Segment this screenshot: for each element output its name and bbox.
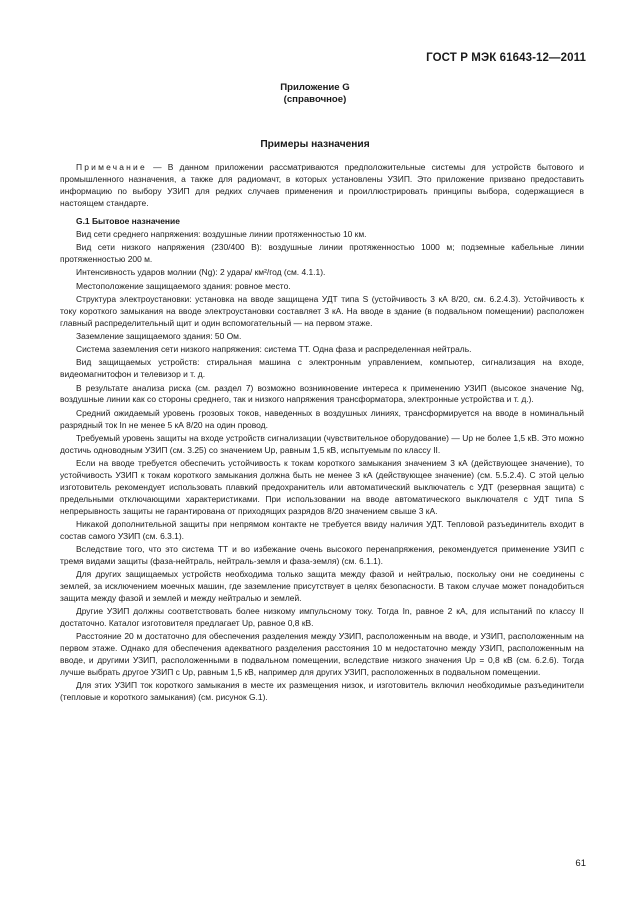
appendix-title: Приложение G — [280, 82, 350, 93]
subsection-heading: G.1 Бытовое назначение — [76, 215, 180, 226]
paragraph: Заземление защищаемого здания: 50 Ом. — [76, 330, 242, 341]
paragraph: Вследствие того, что это система ТТ и во избежание очень высокого перенапряжения, рекомендуется применение УЗИП с тремя видами защиты (фаза-нейтраль, нейтраль-земля и фаза-земля) (см. 6.1.1). — [60, 544, 584, 566]
paragraph: Система заземления сети низкого напряжения: система ТТ. Одна фаза и распределенная нейтраль. — [76, 344, 472, 355]
page-number: 61 — [575, 858, 586, 869]
paragraph: Другие УЗИП должны соответствовать более низкому импульсному току. Тогда In, равное 2 кА, для испытаний по классу II достаточно. Каталог изготовителя предлагает Up, равное 0,8 кВ. — [60, 606, 584, 629]
paragraph: В результате анализа риска (см. раздел 7) возможно возникновение интереса к применению УЗИП (высокое значение Ng, воздушные линии как со стороны среднего, так и низкого напряжения трансформатора, электронные устройства и т. д.). — [60, 382, 584, 405]
appendix-subtitle: (справочное) — [283, 93, 347, 105]
note-paragraph — [60, 162, 584, 210]
paragraph: Вид сети среднего напряжения: воздушные линии протяженностью 10 км. — [76, 228, 367, 239]
paragraph: Требуемый уровень защиты на входе устройств сигнализации (чувствительное оборудование) — Up не более 1,5 кВ. Это можно достичь одноводным УЗИП (см. 3.25) со значением Up, равным 1,5 кВ, испытуемым по классу II. — [60, 432, 584, 455]
paragraph: Средний ожидаемый уровень грозовых токов, наведенных в воздушных линиях, трансформируется на вводе в номинальный разрядный ток In не менее 5 кА 8/20 на один провод. — [60, 407, 584, 430]
body-text — [60, 162, 584, 706]
paragraph: Расстояние 20 м достаточно для обеспечения разделения между УЗИП, расположенным на вводе, и УЗИП, расположенным на первом этаже. Однако для обеспечения адекватного разделения расстояния 10 м недостаточно между УЗИП, расположенным на вводе, и другими УЗИП, расположенными в подвальном помещении, вследствие низкого значения Up = 0,8 кВ (см. 6.2.6). Тогда лучше выбрать другое УЗИП с Up, равным 1,5 кВ, например для других УЗИП, расположенных в подвальном помещении. — [60, 631, 584, 678]
paragraph: Если на вводе требуется обеспечить устойчивость к токам короткого замыкания значением 3 кА (действующее значение), то устойчивость УЗИП к токам короткого замыкания должна быть не менее 3 кА (действующее значение) (см. 5.5.2.4). С этой целью изготовитель рекомендует использовать плавкий предохранитель или автоматический выключатель с УДТ (резервная защита) с предельными отключающими характеристиками. При использовании на вводе автоматического выключателя с УДТ типа S непрерывность защиты не гарантирована от приходящих разрядов 8/20 значением свыше 3 кА. — [60, 457, 584, 516]
paragraph: Местоположение защищаемого здания: ровное место. — [76, 280, 291, 291]
appendix-heading — [0, 82, 630, 105]
paragraph: Вид сети низкого напряжения (230/400 В): воздушные линии протяженностью 1000 м; подземные кабельные линии протяженностью 200 м. — [60, 242, 584, 265]
note-label: Примечание — [76, 162, 147, 172]
paragraph: Для других защищаемых устройств необходима только защита между фазой и нейтралью, поскольку они не соединены с землей, за исключением моечных машин, где заземление присутствует в целях безопасности. В таком случае может понадобиться защита между фазой и землей и между нейтралью и землей. — [60, 569, 584, 603]
paragraph: Вид защищаемых устройств: стиральная машина с электронным управлением, компьютер, сигнализация на входе, видеомагнитофон и телевизор и т. д. — [60, 357, 584, 380]
paragraph: Для этих УЗИП ток короткого замыкания в месте их размещения низок, и изготовитель включил необходимые разъединители (тепловые и короткого замыкания) (см. рисунок G.1). — [60, 680, 584, 703]
section-title: Примеры назначения — [260, 139, 370, 150]
note-text: — В данном приложении рассматриваются предположительные системы для устройств бытового и промышленного назначения, а также для радиомачт, в которых установлены УЗИП. Это приложение призвано предоставить информацию по выбору УЗИП для редких случаев применения и проиллюстрировать принципы выбора, содержащиеся в настоящем стандарте. — [60, 162, 584, 208]
paragraph: Интенсивность ударов молнии (Ng): 2 удара/ км²/год (см. 4.1.1). — [76, 267, 326, 278]
paragraph: Структура электроустановки: установка на вводе защищена УДТ типа S (устойчивость 3 кА 8/20, см. 6.2.4.3). Устойчивость к току короткого замыкания на вводе электроустановки составляет 3 кА. На вводе в здание (в подвальном помещении) расположен главный распределительный щит и один вспомогательный — на первом этаже. — [60, 293, 584, 328]
standard-code: ГОСТ Р МЭК 61643-12—2011 — [426, 52, 586, 64]
paragraph: Никакой дополнительной защиты при непрямом контакте не требуется ввиду наличия УДТ. Тепловой разъединитель входит в состав самого УЗИП (см. 6.3.1). — [60, 518, 584, 541]
